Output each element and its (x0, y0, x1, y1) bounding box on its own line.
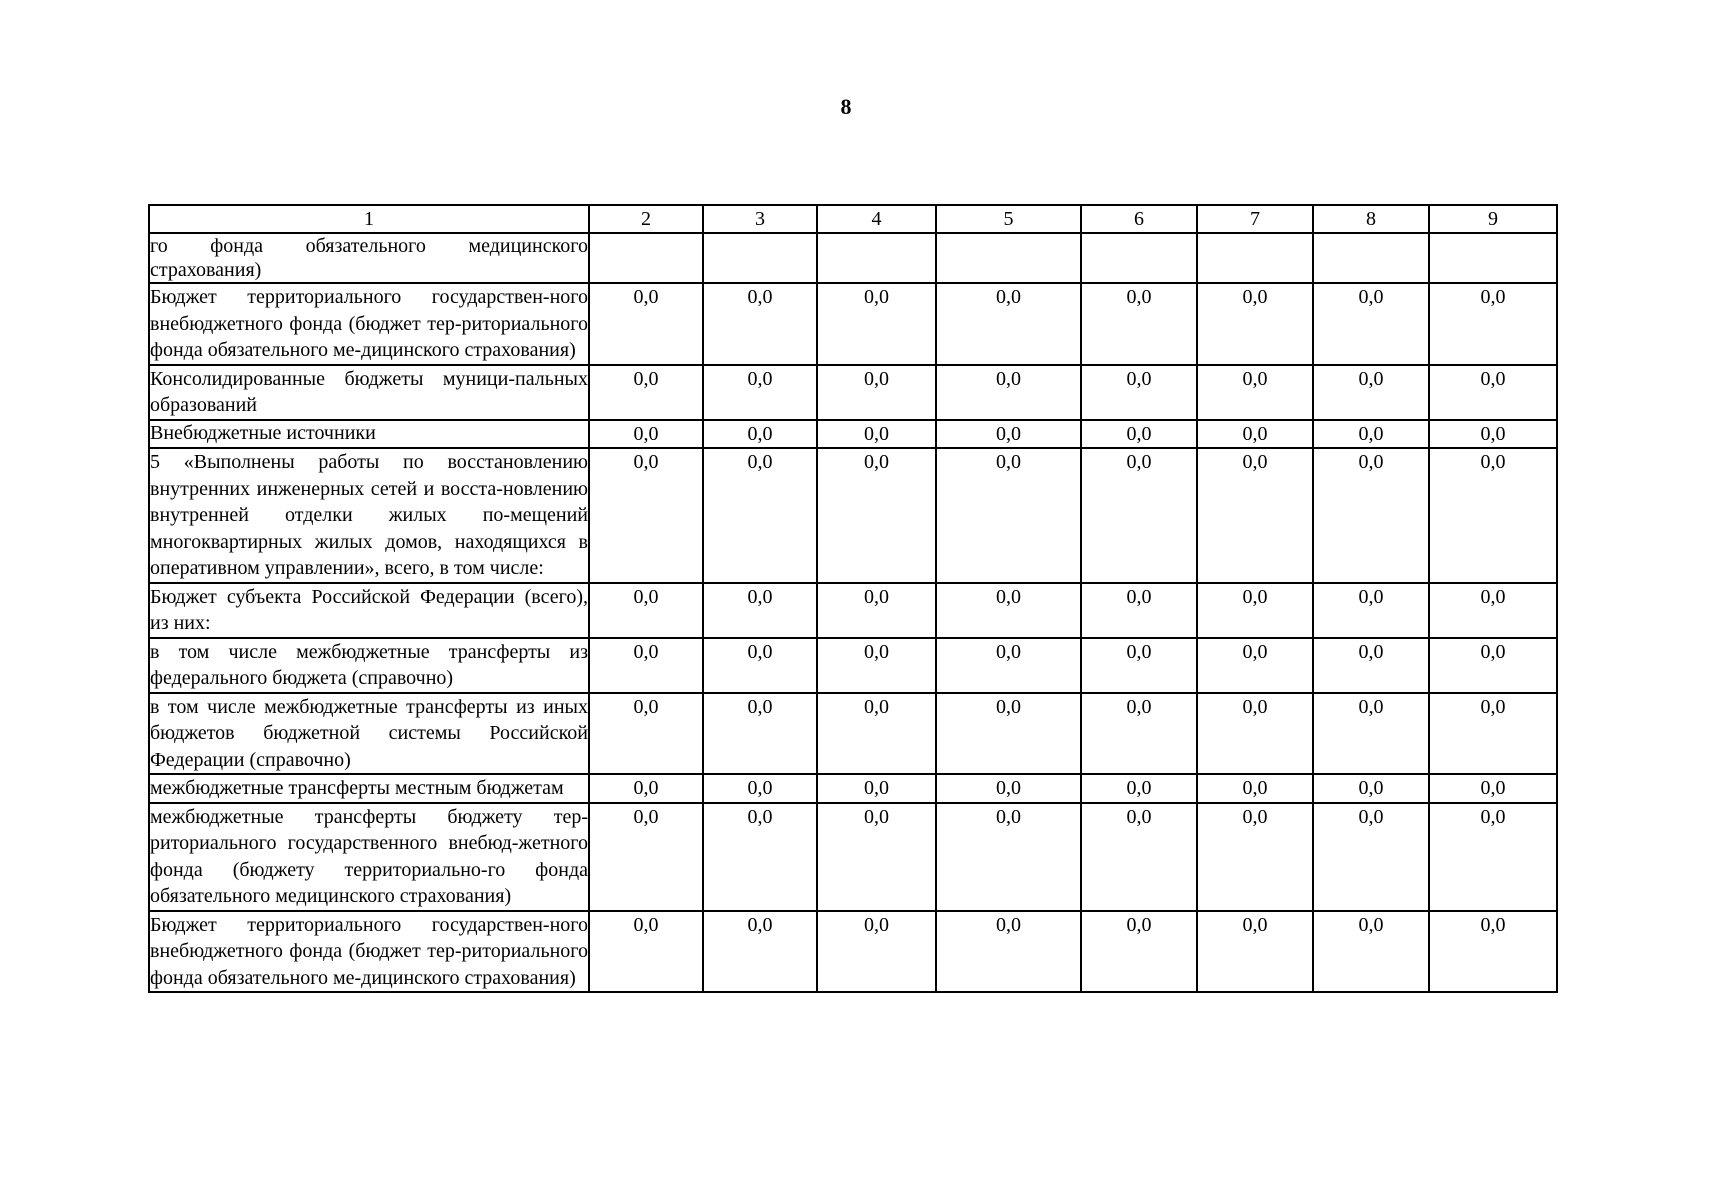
header-cell: 9 (1429, 205, 1557, 233)
header-cell: 7 (1197, 205, 1313, 233)
table-row (149, 448, 1557, 583)
value-cell: 0,0 (589, 583, 703, 638)
value-cell: 0,0 (817, 638, 936, 693)
value-cell: 0,0 (1081, 420, 1197, 449)
row-label: Внебюджетные источники (149, 420, 589, 449)
value-cell: 0,0 (936, 803, 1081, 911)
value-cell: 0,0 (1081, 911, 1197, 993)
value-cell: 0,0 (817, 365, 936, 420)
value-cell: 0,0 (936, 638, 1081, 693)
value-cell: 0,0 (1313, 420, 1429, 449)
value-cell (1197, 233, 1313, 283)
value-cell: 0,0 (936, 583, 1081, 638)
value-cell: 0,0 (1313, 803, 1429, 911)
value-cell: 0,0 (1197, 638, 1313, 693)
row-label: го фонда обязательного медицинского страхования) (150, 235, 588, 281)
value-cell: 0,0 (589, 774, 703, 803)
value-cell: 0,0 (936, 448, 1081, 583)
value-cell: 0,0 (1081, 774, 1197, 803)
value-cell: 0,0 (1429, 583, 1557, 638)
value-cell: 0,0 (589, 638, 703, 693)
value-cell: 0,0 (817, 911, 936, 993)
value-cell: 0,0 (1313, 448, 1429, 583)
value-cell: 0,0 (1197, 693, 1313, 775)
value-cell: 0,0 (1313, 283, 1429, 365)
value-cell: 0,0 (1429, 283, 1557, 365)
value-cell: 0,0 (1197, 448, 1313, 583)
header-cell: 4 (817, 205, 936, 233)
value-cell (1081, 233, 1197, 283)
value-cell: 0,0 (1429, 448, 1557, 583)
value-cell: 0,0 (589, 911, 703, 993)
value-cell: 0,0 (589, 365, 703, 420)
header-cell: 6 (1081, 205, 1197, 233)
value-cell: 0,0 (589, 420, 703, 449)
value-cell: 0,0 (1429, 803, 1557, 911)
value-cell: 0,0 (703, 638, 817, 693)
value-cell: 0,0 (703, 693, 817, 775)
value-cell: 0,0 (817, 583, 936, 638)
row-label: Бюджет субъекта Российской Федерации (всего), из них: (149, 583, 589, 638)
value-cell: 0,0 (1197, 283, 1313, 365)
table-row (149, 911, 1557, 993)
value-cell: 0,0 (703, 774, 817, 803)
header-cell: 2 (589, 205, 703, 233)
value-cell: 0,0 (1429, 774, 1557, 803)
row-label: Бюджет территориального государствен-ного внебюджетного фонда (бюджет тер-риториального фонда обязательного ме-дицинского страхования) (149, 283, 589, 365)
table-row (149, 803, 1557, 911)
header-cell: 1 (149, 205, 589, 233)
table-row (149, 283, 1557, 365)
value-cell (703, 233, 817, 283)
value-cell: 0,0 (1081, 365, 1197, 420)
value-cell (589, 233, 703, 283)
value-cell: 0,0 (1081, 583, 1197, 638)
value-cell: 0,0 (1197, 911, 1313, 993)
value-cell (817, 233, 936, 283)
value-cell: 0,0 (1081, 283, 1197, 365)
value-cell: 0,0 (817, 774, 936, 803)
table-row (149, 774, 1557, 803)
value-cell: 0,0 (1313, 911, 1429, 993)
value-cell: 0,0 (936, 911, 1081, 993)
value-cell: 0,0 (703, 365, 817, 420)
value-cell: 0,0 (1081, 693, 1197, 775)
value-cell: 0,0 (1313, 583, 1429, 638)
value-cell: 0,0 (1197, 774, 1313, 803)
value-cell: 0,0 (936, 774, 1081, 803)
value-cell: 0,0 (703, 448, 817, 583)
row-label: 5 «Выполнены работы по восстановлению внутренних инженерных сетей и восста-новлению внутренней отделки жилых по-мещений многоквартирных жилых домов, находящихся в оперативном управлении», всего, в том числе: (149, 448, 589, 583)
value-cell: 0,0 (589, 283, 703, 365)
value-cell: 0,0 (1081, 638, 1197, 693)
value-cell: 0,0 (936, 420, 1081, 449)
table-row (149, 365, 1557, 420)
header-cell: 3 (703, 205, 817, 233)
value-cell: 0,0 (1081, 803, 1197, 911)
value-cell: 0,0 (817, 420, 936, 449)
value-cell: 0,0 (936, 365, 1081, 420)
value-cell: 0,0 (703, 911, 817, 993)
value-cell (936, 233, 1081, 283)
value-cell: 0,0 (1429, 420, 1557, 449)
budget-table (148, 204, 1558, 993)
table-row (149, 693, 1557, 775)
value-cell: 0,0 (1197, 420, 1313, 449)
table-row (149, 233, 1557, 283)
row-label: в том числе межбюджетные трансферты из федерального бюджета (справочно) (149, 638, 589, 693)
table-row (149, 583, 1557, 638)
value-cell: 0,0 (703, 583, 817, 638)
row-label: межбюджетные трансферты местным бюджетам (149, 774, 589, 803)
value-cell: 0,0 (817, 693, 936, 775)
value-cell: 0,0 (1313, 693, 1429, 775)
value-cell: 0,0 (1313, 365, 1429, 420)
value-cell: 0,0 (1429, 638, 1557, 693)
value-cell: 0,0 (936, 693, 1081, 775)
value-cell: 0,0 (589, 693, 703, 775)
value-cell: 0,0 (703, 283, 817, 365)
page-number: 8 (840, 94, 852, 119)
value-cell: 0,0 (817, 803, 936, 911)
value-cell: 0,0 (703, 420, 817, 449)
value-cell (1429, 233, 1557, 283)
value-cell: 0,0 (1197, 803, 1313, 911)
row-label: Консолидированные бюджеты муници-пальных образований (149, 365, 589, 420)
header-cell: 8 (1313, 205, 1429, 233)
row-label: в том числе межбюджетные трансферты из иных бюджетов бюджетной системы Российской Федерации (справочно) (149, 693, 589, 775)
value-cell: 0,0 (703, 803, 817, 911)
value-cell (1313, 233, 1429, 283)
table-header-row (149, 205, 1557, 233)
value-cell: 0,0 (817, 283, 936, 365)
row-label: Бюджет территориального государствен-ного внебюджетного фонда (бюджет тер-риториального фонда обязательного ме-дицинского страхования) (149, 911, 589, 993)
value-cell: 0,0 (1429, 693, 1557, 775)
row-label: межбюджетные трансферты бюджету тер-риториального государственного внебюд-жетного фонда (бюджету территориально-го фонда обязательного медицинского страхования) (149, 803, 589, 911)
table-row (149, 638, 1557, 693)
value-cell: 0,0 (1197, 365, 1313, 420)
value-cell: 0,0 (1429, 911, 1557, 993)
value-cell: 0,0 (1313, 774, 1429, 803)
value-cell: 0,0 (936, 283, 1081, 365)
header-cell: 5 (936, 205, 1081, 233)
value-cell: 0,0 (1313, 638, 1429, 693)
value-cell: 0,0 (589, 803, 703, 911)
value-cell: 0,0 (1081, 448, 1197, 583)
value-cell: 0,0 (1429, 365, 1557, 420)
table-row (149, 420, 1557, 449)
value-cell: 0,0 (817, 448, 936, 583)
value-cell: 0,0 (1197, 583, 1313, 638)
value-cell: 0,0 (589, 448, 703, 583)
